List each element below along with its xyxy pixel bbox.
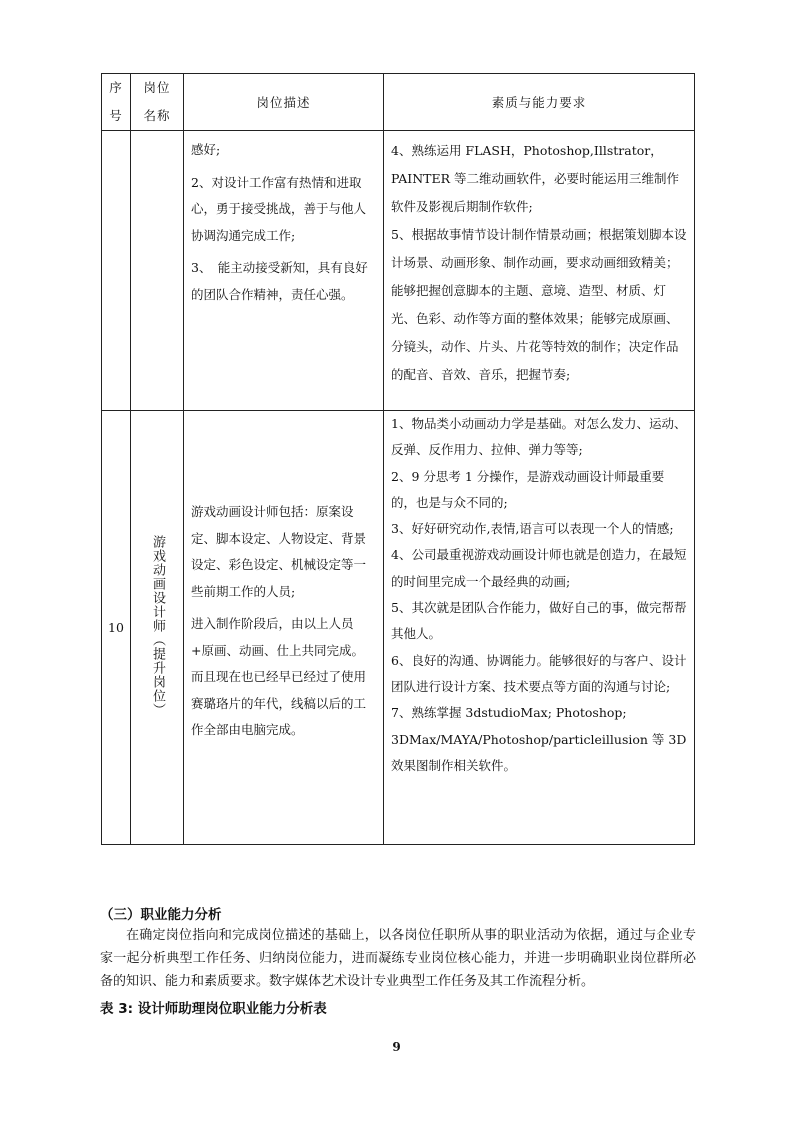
description-paragraph: 进入制作阶段后，由以上人员+原画、动画、仕上共同完成。而且现在也已经早已经过了使用赛璐珞片的年代，线稿以后的工作全部由电脑完成。 <box>191 616 367 737</box>
requirement-item: 6、良好的沟通、协调能力。能够很好的与客户、设计团队进行设计方案、技术要点等方面的沟通与讨论; <box>391 652 687 694</box>
requirement-item: 3、好好研究动作,表情,语言可以表现一个人的情感; <box>391 521 674 537</box>
position-name-vertical: 游戏动画设计师（提升岗位） <box>150 535 165 717</box>
requirement-item: 7、熟练掌握 3dstudioMax; Photoshop; 3DMax/MAYA/Photoshop/particleillusion 等 3D 效果图制作相关软件。 <box>391 705 687 773</box>
page-number: 9 <box>392 1040 401 1054</box>
header-seq: 序 号 <box>102 74 131 131</box>
section-title: （三）职业能力分析 <box>100 907 222 923</box>
row-position-name <box>131 131 184 411</box>
row-requirements <box>384 411 695 845</box>
job-description-table <box>101 73 695 845</box>
description-paragraph: 2、对设计工作富有热情和进取心，勇于接受挑战，善于与他人协调沟通完成工作; <box>191 174 367 243</box>
table-caption: 表 3: 设计师助理岗位职业能力分析表 <box>100 1001 327 1017</box>
header-requirements: 素质与能力要求 <box>384 74 695 131</box>
section-body-text: 在确定岗位指向和完成岗位描述的基础上，以各岗位任职所从事的职业活动为依据，通过与企业专家一起分析典型工作任务、归纳岗位能力，进而凝练专业岗位核心能力，并进一步明确职业岗位群所必备的知识、能力和素质要求。数字媒体艺术设计专业典型工作任务及其工作流程分析。 <box>100 928 696 989</box>
row-description <box>184 411 384 845</box>
description-paragraph: 游戏动画设计师包括：原案设定、脚本设定、人物设定、背景设定、彩色设定、机械设定等一些前期工作的人员; <box>191 504 367 599</box>
description-paragraph: 感好; <box>191 142 221 157</box>
requirement-item: 2、9 分思考 1 分操作，是游戏动画设计师最重要的，也是与众不同的; <box>391 468 665 510</box>
table-header-row <box>102 74 695 131</box>
row-seq: 10 <box>102 411 131 845</box>
table-row <box>102 131 695 411</box>
requirement-item: 1、物品类小动画动力学是基础。对怎么发力、运动、反弹、反作用力、拉伸、弹力等等; <box>391 416 687 458</box>
row-description <box>184 131 384 411</box>
row-seq <box>102 131 131 411</box>
requirement-item: 4、熟练运用 FLASH，Photoshop,Illstrator，PAINTER 等二维动画软件，必要时能运用三维制作软件及影视后期制作软件; <box>391 143 680 214</box>
requirement-item: 4、公司最重视游戏动画设计师也就是创造力，在最短的时间里完成一个最经典的动画; <box>391 547 687 589</box>
table-row <box>102 411 695 845</box>
row-requirements <box>384 131 695 411</box>
requirement-item: 5、根据故事情节设计制作情景动画；根据策划脚本设计场景、动画形象、制作动画，要求动画细致精美；能够把握创意脚本的主题、意境、造型、材质、灯光、色彩、动作等方面的整体效果；能够完成原画、分镜头，动作、片头、片花等特效的制作；决定作品的配音、音效、音乐，把握节奏; <box>391 227 687 382</box>
requirement-item: 5、其次就是团队合作能力，做好自己的事，做完帮帮其他人。 <box>391 600 687 642</box>
description-paragraph: 3、 能主动接受新知，具有良好的团队合作精神，责任心强。 <box>191 260 368 302</box>
header-position-name: 岗位 名称 <box>131 74 184 131</box>
row-position-name <box>131 411 184 845</box>
header-description: 岗位描述 <box>184 74 384 131</box>
